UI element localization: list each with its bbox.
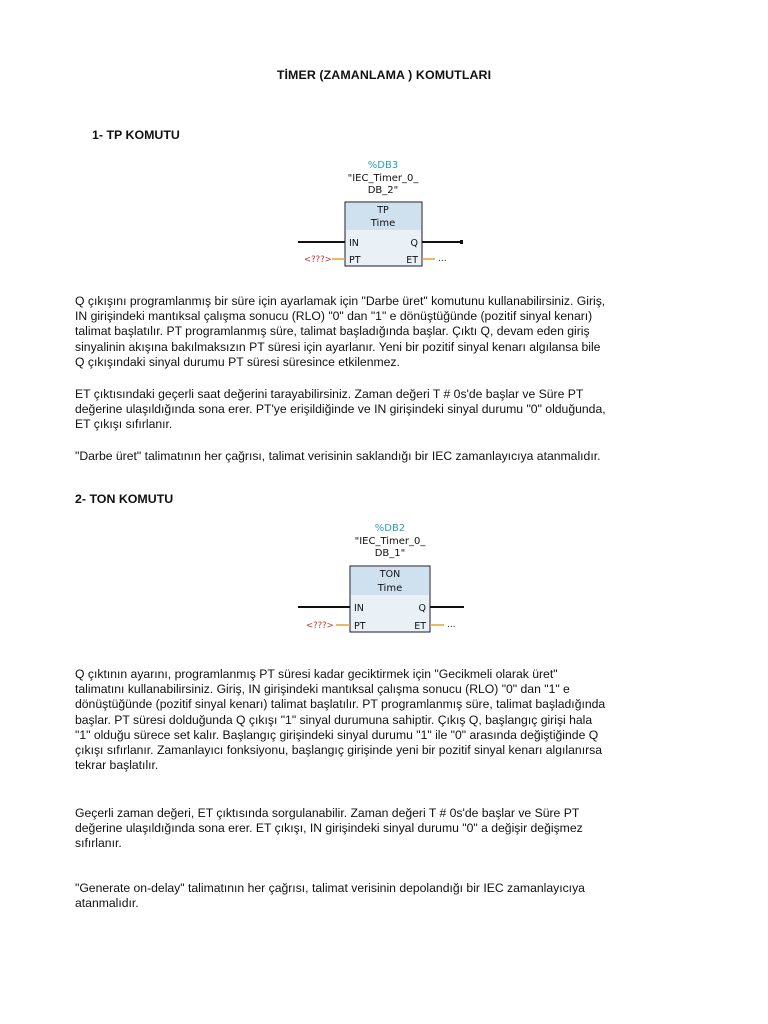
ton-paragraph-2: Geçerli zaman değeri, ET çıktısında sorgulanabilir. Zaman değeri T # 0s'de başlar ve Süre PT değerine ulaşıldığında sona erer. ET çıkışı, IN girişindeki sinyal durumu "0" a değişir değişmez sıfırlanır. [75,806,583,851]
tp-in-label: IN [349,238,359,249]
ton-et-label: ET [414,621,426,632]
section-heading-ton: 2- TON KOMUTU [75,492,174,506]
tp-et-label: ET [406,255,418,266]
tp-et-value: ... [438,254,447,264]
tp-pt-value: <???> [304,255,332,265]
tp-pt-label: PT [349,255,361,266]
tp-paragraph-3: "Darbe üret" talimatının her çağrısı, talimat verisinin saklandığı bir IEC zamanlayıcıya atanmalıdır. [75,449,601,463]
ton-block-diagram [292,517,492,637]
ton-et-value: ... [447,620,456,630]
tp-type-label: TP [377,205,389,216]
tp-instance-name-line2: DB_2" [367,185,399,196]
ton-instance-name-line2: DB_1" [374,548,406,559]
ton-pt-label: PT [354,621,366,632]
ton-paragraph-1: Q çıktının ayarını, programlanmış PT süresi kadar geciktirmek için "Gecikmeli olarak üret" talimatını kullanabilirsiniz. Giriş, IN girişindeki mantıksal çalışma sonucu (RLO) "0" dan "1" e dönüştüğünde (pozitif sinyal kenarı) talimat başlatılır. PT programlanmış süre, talimat başladığında başlar. PT süresi dolduğunda Q çıkışı "1" sinyal durumuna sahiptir. Çıkış Q, başlangıç girişi hala "1" olduğu sürece set kalır. Başlangıç girişindeki sinyal durumu "1" ile "0" arasında değiştiğinde Q çıkışı sıfırlanır. Zamanlayıcı fonksiyonu, başlangıç girişinde yeni bir pozitif sinyal kenarı algılanırsa tekrar başlatılır. [75,667,606,773]
tp-db-label: %DB3 [367,160,399,171]
ton-type-label: TON [379,569,401,580]
tp-paragraph-2: ET çıktısındaki geçerli saat değerini tarayabilirsiniz. Zaman değeri T # 0s'de başlar ve Süre PT değerine ulaşıldığında sona erer. PT'ye erişildiğinde ve IN girişindeki sinyal durumu "0" olduğunda, ET çıkışı sıfırlanır. [75,387,606,432]
ton-instance-name-line1: "IEC_Timer_0_ [354,536,426,547]
ton-q-label: Q [418,603,426,614]
ton-in-label: IN [354,603,364,614]
tp-block-diagram [292,152,492,272]
tp-paragraph-1: Q çıkışını programlanmış bir süre için ayarlamak için "Darbe üret" komutunu kullanabilirsiniz. Giriş, IN girişindeki mantıksal çalışma sonucu (RLO) "0" dan "1" e dönüştüğünde (pozitif sinyal kenarı) talimat başlatılır. PT programlanmış süre, talimat başladığında başlar. Çıktı Q, devam eden giriş sinyalinin akışına bakılmaksızın PT süresi için ayarlanır. Yeni bir pozitif sinyal kenarı algılansa bile Q çıkışındaki sinyal durumu PT süresi süresince etkilenmez. [75,294,606,369]
tp-subtype-label: Time [370,218,396,229]
ton-db-label: %DB2 [374,523,406,534]
tp-q-wire-end [460,240,463,244]
ton-paragraph-3: "Generate on-delay" talimatının her çağrısı, talimat verisinin depolandığı bir IEC zamanlayıcıya atanmalıdır. [75,881,585,911]
tp-q-label: Q [410,238,418,249]
ton-pt-value: <???> [306,621,334,631]
document-title: TİMER (ZAMANLAMA ) KOMUTLARI [276,68,492,82]
section-heading-tp: 1- TP KOMUTU [92,128,180,142]
ton-subtype-label: Time [377,583,403,594]
tp-instance-name-line1: "IEC_Timer_0_ [347,173,419,184]
